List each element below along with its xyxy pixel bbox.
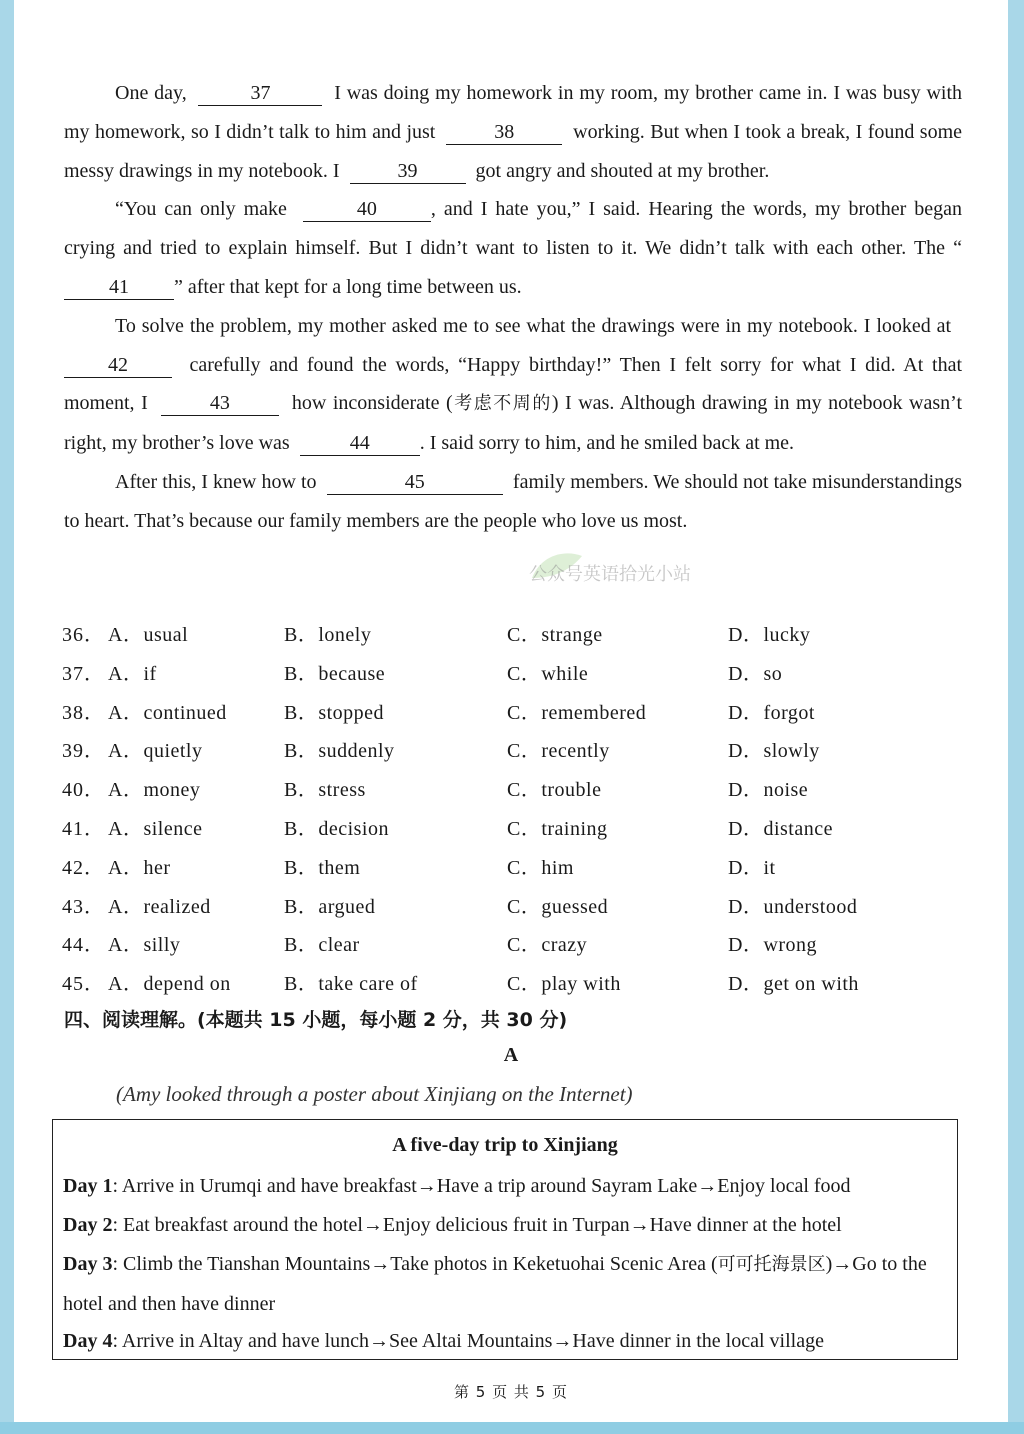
option-a: A．money — [108, 779, 201, 802]
exam-page — [14, 0, 1008, 1422]
day-2-line: Day 2: Eat breakfast around the hotel→Enjoy delicious fruit in Turpan→Have dinner at the hotel — [63, 1214, 842, 1236]
passage-intro: (Amy looked through a poster about Xinjiang on the Internet) — [116, 1082, 633, 1106]
option-c: C．crazy — [507, 934, 588, 957]
question-number: 42． — [62, 856, 105, 879]
option-b: B．argued — [284, 895, 376, 918]
option-c: C．strange — [507, 624, 603, 646]
poster-title: A five-day trip to Xinjiang — [392, 1134, 618, 1156]
option-d: D．wrong — [728, 934, 818, 957]
option-b: B．lonely — [284, 624, 372, 646]
question-number: 45． — [62, 973, 105, 996]
section-heading: 四、阅读理解。(本题共 15 小题，每小题 2 分，共 30 分) — [64, 1009, 568, 1031]
option-c: C．recently — [507, 740, 610, 763]
question-number: 39． — [62, 740, 105, 763]
question-row — [62, 655, 962, 694]
blank-39: 39 — [350, 159, 466, 184]
page-bottom-border — [0, 1422, 1024, 1434]
chinese-gloss: 考虑不周的 — [452, 393, 552, 415]
question-number: 37． — [62, 662, 105, 685]
page-footer: 第 5 页 共 5 页 — [454, 1383, 568, 1401]
blank-45: 45 — [327, 470, 503, 495]
option-a: A．continued — [108, 701, 227, 724]
question-number: 40． — [62, 779, 105, 802]
option-d: D．get on with — [728, 973, 859, 996]
option-b: B．them — [284, 856, 361, 879]
option-d: D．so — [728, 662, 783, 685]
option-d: D．slowly — [728, 740, 820, 763]
option-c: C．while — [507, 662, 589, 685]
question-number: 44． — [62, 934, 105, 957]
option-b: B．take care of — [284, 973, 418, 996]
passage-letter: A — [503, 1044, 519, 1066]
option-a: A．realized — [108, 895, 211, 918]
blank-44: 44 — [300, 431, 420, 456]
option-c: C．trouble — [507, 779, 602, 802]
paragraph-3: To solve the problem, my mother asked me to see what the drawings were in my notebook. I looked at 42 carefully and found the words, “Happy birthday!” Then I felt sorry for what I did. At that moment, I 43 how inconsiderate (考虑不周的) I was. Although drawing in my notebook wasn’t right, my brother’s love was 44 . I said sorry to him, and he smiled back at me. — [64, 314, 963, 455]
option-d: D．understood — [728, 895, 858, 918]
question-row — [62, 888, 962, 927]
day-1-line: Day 1: Arrive in Urumqi and have breakfast→Have a trip around Sayram Lake→Enjoy local food — [63, 1175, 851, 1197]
question-row — [62, 849, 962, 888]
paragraph-1: One day, 37 I was doing my homework in my room, my brother came in. I was busy with my homework, so I didn’t talk to him and just 38 working. But when I took a break, I found some messy drawings in my notebook. I 39 got angry and shouted at my brother. — [64, 82, 963, 182]
option-a: A．if — [108, 662, 157, 685]
cloze-passage — [64, 74, 962, 541]
question-number: 36． — [62, 624, 105, 646]
option-b: B．decision — [284, 817, 389, 840]
option-a: A．her — [108, 856, 171, 879]
option-d: D．distance — [728, 817, 833, 840]
option-c: C．play with — [507, 973, 621, 996]
option-a: A．depend on — [108, 973, 231, 996]
question-row — [62, 771, 962, 810]
blank-42: 42 — [64, 353, 172, 378]
option-d: D．noise — [728, 779, 809, 802]
option-c: C．him — [507, 856, 574, 879]
question-row — [62, 732, 962, 771]
option-d: D．it — [728, 856, 776, 879]
option-c: C．training — [507, 817, 608, 840]
paragraph-4: After this, I knew how to 45 family members. We should not take misunderstandings to heart. That’s because our family members are the people who love us most. — [64, 470, 962, 532]
question-row — [62, 810, 962, 849]
blank-41: 41 — [64, 275, 174, 300]
question-row — [62, 926, 962, 965]
option-b: B．suddenly — [284, 740, 395, 763]
blank-38: 38 — [446, 120, 562, 145]
blank-37: 37 — [198, 81, 322, 106]
option-a: A．usual — [108, 624, 189, 646]
blank-40: 40 — [303, 197, 431, 222]
option-a: A．silly — [108, 934, 181, 957]
option-c: C．remembered — [507, 701, 647, 724]
option-a: A．silence — [108, 817, 203, 840]
paragraph-2: “You can only make 40 , and I hate you,” I said. Hearing the words, my brother began crying and tried to explain himself. But I didn’t want to listen to it. We didn’t talk with each other. The “41 ” after that kept for a long time between us. — [64, 198, 963, 298]
option-a: A．quietly — [108, 740, 203, 763]
question-number: 43． — [62, 895, 105, 918]
option-d: D．forgot — [728, 701, 815, 724]
answer-options — [62, 616, 962, 1004]
day-4-line: Day 4: Arrive in Altay and have lunch→See Altai Mountains→Have dinner in the local village — [63, 1330, 824, 1352]
option-d: D．lucky — [728, 624, 811, 646]
question-row — [62, 694, 962, 733]
option-b: B．because — [284, 662, 386, 685]
question-number: 38． — [62, 701, 105, 724]
question-number: 41． — [62, 817, 105, 840]
question-row — [62, 965, 962, 1004]
option-b: B．clear — [284, 934, 360, 957]
blank-43: 43 — [161, 391, 279, 416]
day-3-line: Day 3: Climb the Tianshan Mountains→Take photos in Keketuohai Scenic Area (可可托海景区)→Go to the hotel and then have dinner — [63, 1253, 927, 1315]
option-c: C．guessed — [507, 895, 609, 918]
trip-poster — [52, 1119, 958, 1360]
option-b: B．stress — [284, 779, 366, 802]
question-row — [62, 616, 962, 655]
watermark-text: 公众号英语拾光小站 — [529, 564, 691, 585]
option-b: B．stopped — [284, 701, 385, 724]
